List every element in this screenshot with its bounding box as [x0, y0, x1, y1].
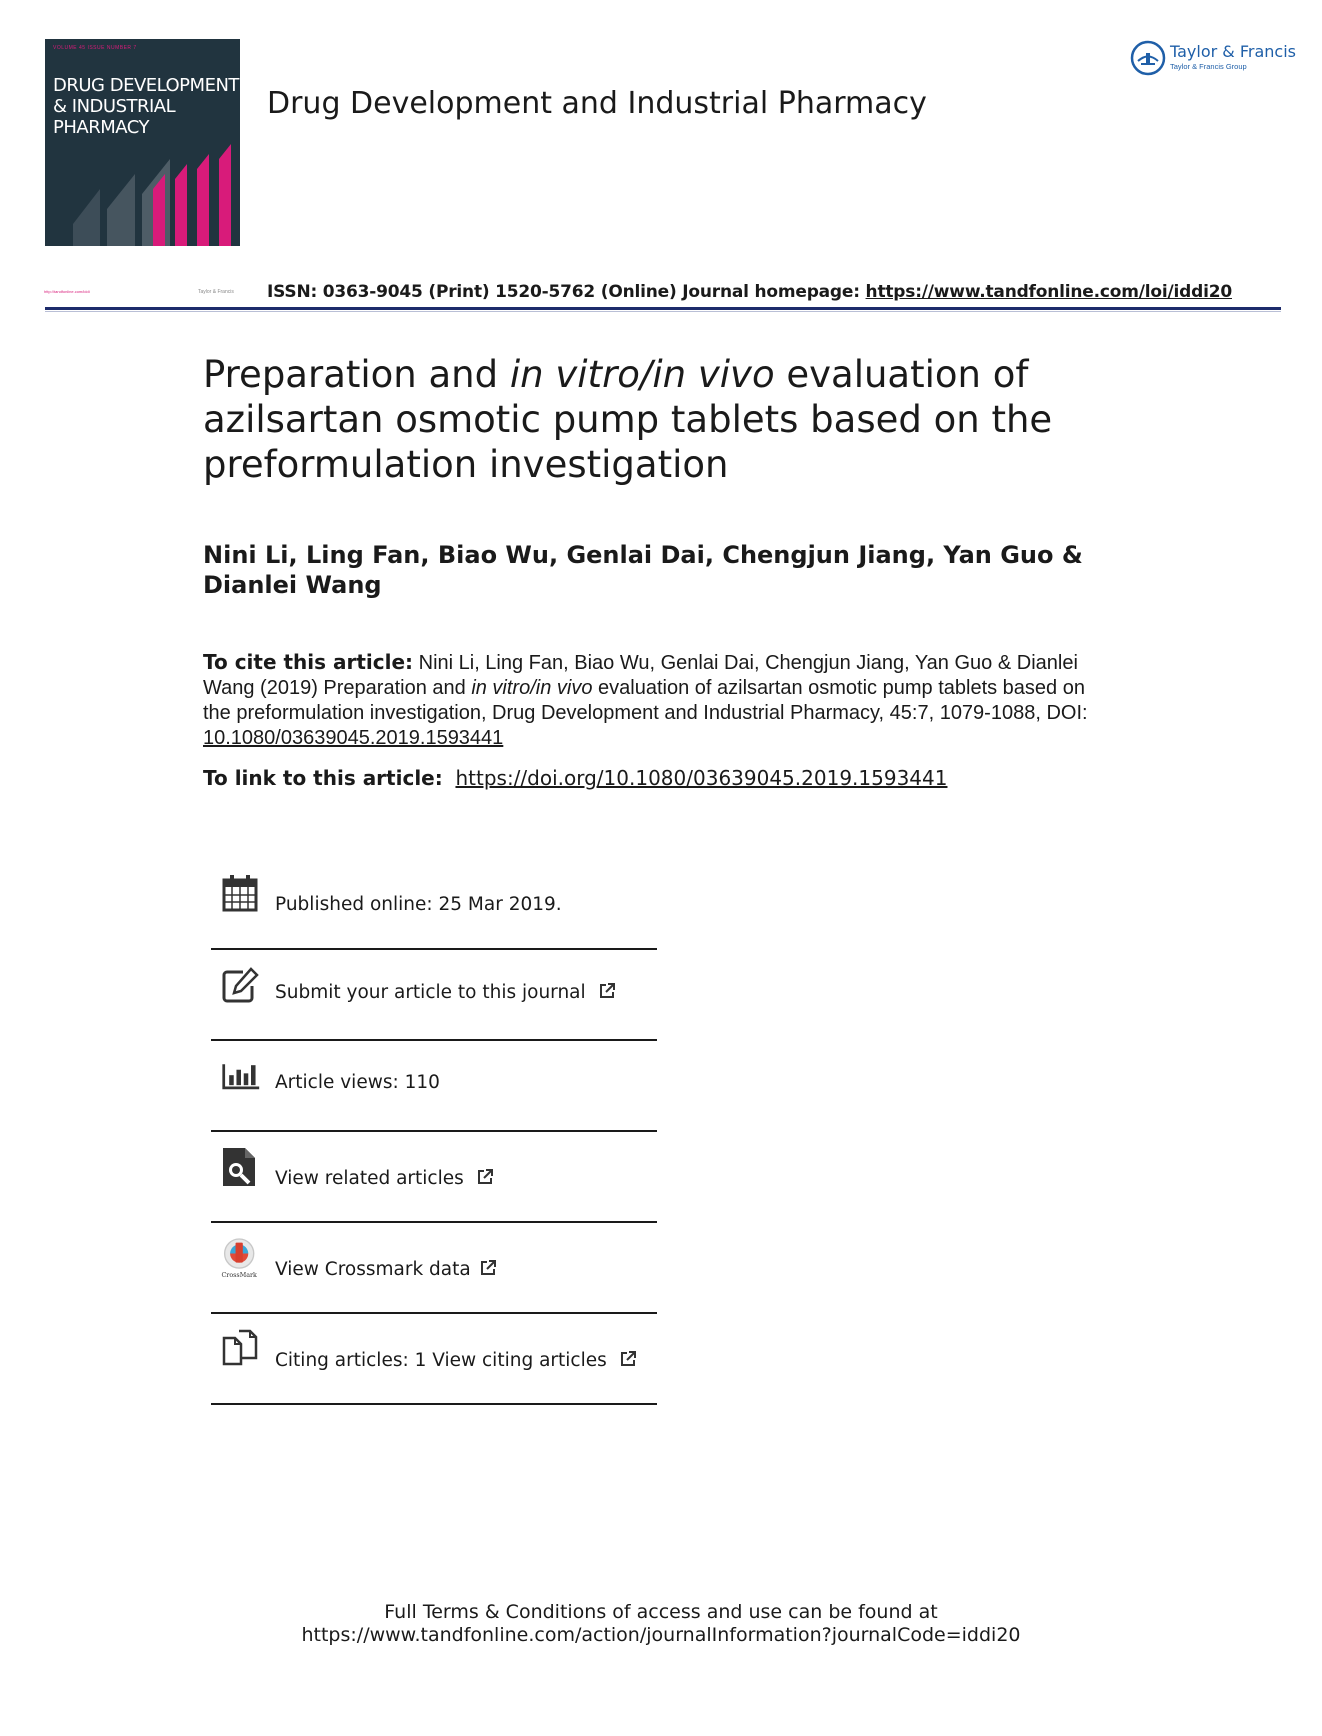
external-link-icon [476, 1168, 494, 1186]
doi-link[interactable]: 10.1080/03639045.2019.1593441 [203, 727, 504, 749]
journal-name: Drug Development and Industrial Pharmacy [267, 86, 927, 121]
publisher-name: Taylor & Francis [1170, 42, 1296, 61]
published-row [211, 860, 657, 950]
external-link-icon [479, 1259, 497, 1277]
citing-row[interactable] [211, 1314, 657, 1405]
external-link-icon [598, 982, 616, 1000]
cover-title: DRUG DEVELOPMENT & INDUSTRIAL PHARMACY [53, 75, 239, 138]
citation-label: To cite this article: [203, 650, 414, 674]
submit-row[interactable] [211, 950, 657, 1041]
terms-url[interactable]: https://www.tandfonline.com/action/journalInformation?journalCode=iddi20 [301, 1624, 1021, 1646]
article-link-line [203, 766, 947, 790]
external-link-icon [619, 1350, 637, 1368]
article-info-list [211, 860, 657, 1405]
bar-chart-icon [221, 1055, 261, 1099]
journal-homepage-link[interactable]: https://www.tandfonline.com/loi/iddi20 [865, 282, 1232, 302]
published-date: Published online: 25 Mar 2019. [275, 894, 562, 915]
header-rule [45, 307, 1281, 310]
journal-cover [45, 39, 240, 246]
cover-stripes-graphic [45, 39, 240, 246]
related-row[interactable] [211, 1132, 657, 1223]
terms-footer [0, 1601, 1322, 1647]
tiny-url: http://tandfonline.com/iddi [44, 289, 90, 294]
publisher-subname: Taylor & Francis Group [1170, 62, 1247, 71]
document-search-icon [221, 1146, 261, 1190]
terms-line: Full Terms & Conditions of access and use can be found at [384, 1601, 938, 1623]
citation-block: To cite this article: Nini Li, Ling Fan, Biao Wu, Genlai Dai, Chengjun Jiang, Yan Guo & Dianlei Wang (2019) Preparation and in vitro/in vivo evaluation of azilsartan osmotic pump tablets based on the preformulation investigation, Drug Development and Industrial Pharmacy, 45:7, 1079-1088, DOI: 10.1080/03639045.2019.1593441 [203, 650, 1088, 749]
copy-documents-icon [221, 1328, 261, 1372]
crossmark-logo-text: CrossMark [221, 1272, 257, 1280]
publisher-logo-icon [1130, 40, 1166, 76]
article-views: Article views: 110 [275, 1072, 440, 1093]
tiny-publisher-mark: Taylor & Francis [198, 289, 234, 295]
publisher-logo[interactable] [1128, 38, 1296, 78]
issn-line: ISSN: 0363-9045 (Print) 1520-5762 (Online) Journal homepage: https://www.tandfonline.com/loi/iddi20 [267, 282, 1232, 302]
article-authors: Nini Li, Ling Fan, Biao Wu, Genlai Dai, Chengjun Jiang, Yan Guo & Dianlei Wang [203, 541, 1083, 599]
header-rule-thin [45, 311, 1281, 312]
cover-issue-line: VOLUME 45 ISSUE NUMBER 7 [53, 45, 137, 51]
views-row [211, 1041, 657, 1132]
crossmark-row[interactable] [211, 1223, 657, 1314]
view-crossmark-link[interactable]: View Crossmark data [275, 1259, 497, 1280]
crossmark-icon [221, 1237, 261, 1281]
article-doi-url[interactable]: https://doi.org/10.1080/03639045.2019.1593441 [455, 766, 948, 790]
calendar-icon [221, 872, 261, 916]
view-related-articles-link[interactable]: View related articles [275, 1168, 494, 1189]
submit-article-link[interactable]: Submit your article to this journal [275, 982, 616, 1003]
article-title: Preparation and in vitro/in vivo evaluation of azilsartan osmotic pump tablets based on the preformulation investigation [203, 353, 1053, 486]
article-link-label: To link to this article: [203, 766, 443, 790]
view-citing-articles-link[interactable]: Citing articles: 1 View citing articles [275, 1350, 637, 1371]
edit-icon [221, 966, 261, 1010]
